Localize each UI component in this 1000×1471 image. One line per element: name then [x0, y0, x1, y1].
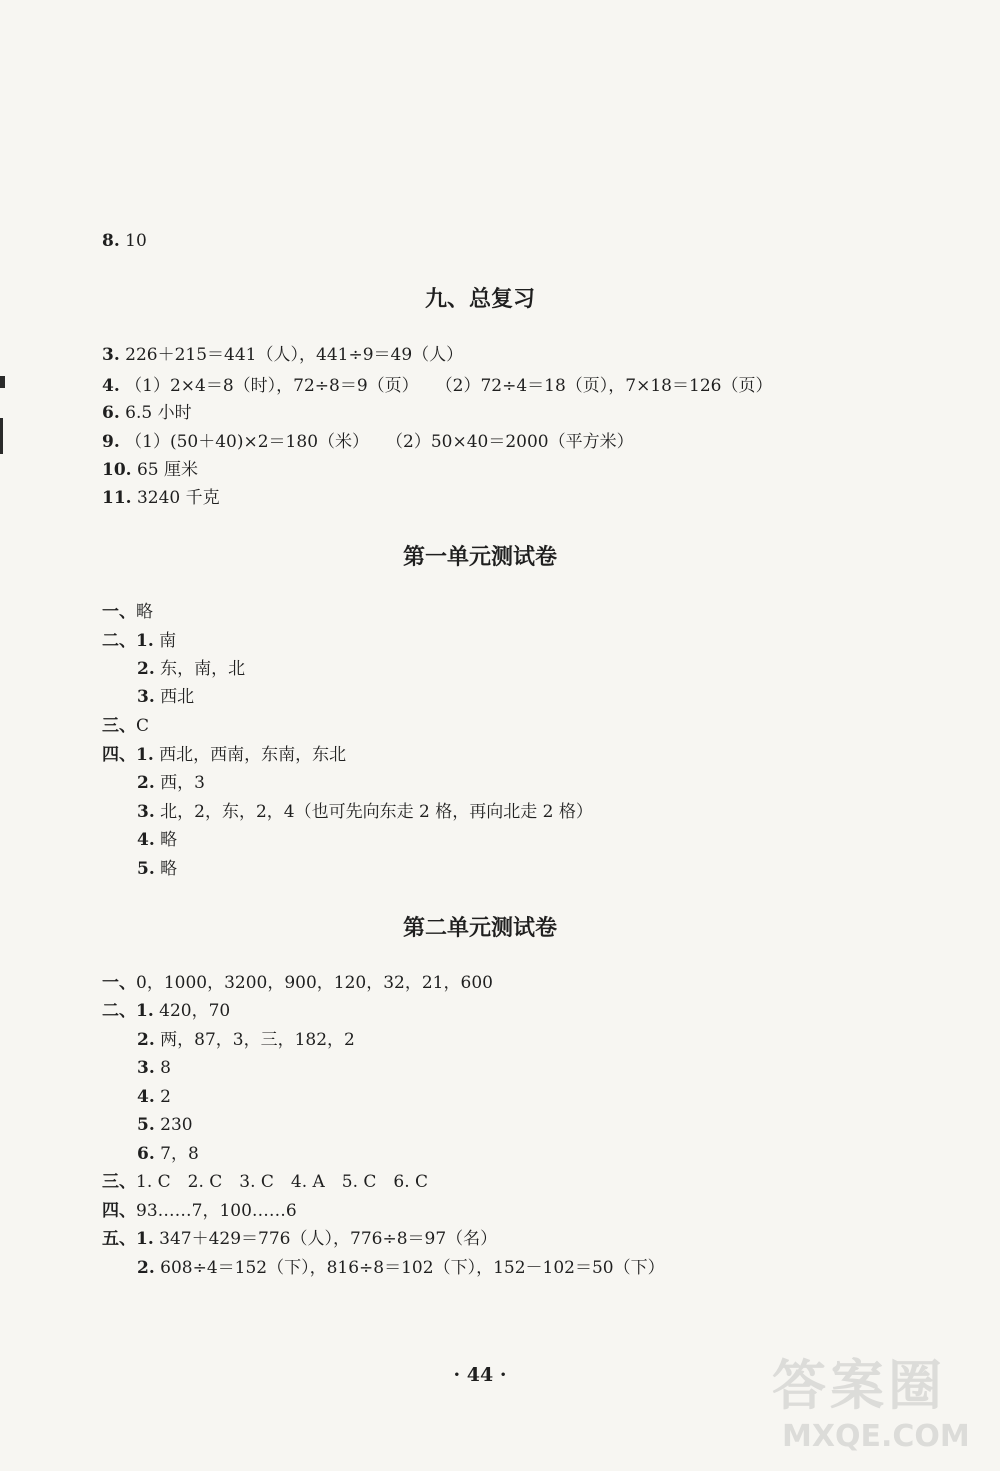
answer-line: 4. （1）2×4＝8（时），72÷8＝9（页） （2）72÷4＝18（页），7×18＝126（页） — [102, 376, 773, 396]
answer-line: 五、1. 347＋429＝776（人），776÷8＝97（名） — [102, 1229, 498, 1249]
answer-line: 3. 北，2，东，2，4（也可先向东走 2 格，再向北走 2 格） — [137, 802, 593, 822]
answer-line: 三、C — [102, 716, 150, 736]
answer-line: 8. 10 — [102, 231, 147, 251]
answer-line: 5. 230 — [137, 1115, 193, 1135]
section-title: 第二单元测试卷 — [402, 916, 557, 941]
page-number: · 44 · — [453, 1364, 507, 1386]
answer-line: 二、1. 420，70 — [102, 1001, 231, 1021]
answer-line: 9. （1）(50＋40)×2＝180（米） （2）50×40＝2000（平方米） — [102, 432, 634, 452]
answer-line: 二、1. 南 — [102, 631, 177, 651]
watermark-url: MXQE.COM — [782, 1419, 970, 1454]
answer-line: 一、0，1000，3200，900，120，32，21，600 — [102, 973, 493, 993]
answer-line: 四、93……7，100……6 — [102, 1201, 297, 1221]
answer-line: 3. 226＋215＝441（人），441÷9＝49（人） — [102, 345, 464, 365]
answer-line: 6. 6.5 小时 — [102, 403, 192, 423]
section-title: 九、总复习 — [424, 287, 535, 312]
watermark — [732, 1343, 982, 1463]
answer-line: 一、略 — [102, 602, 153, 622]
scan-edge-mark — [0, 418, 3, 454]
watermark-logo: 答案圈 — [772, 1354, 946, 1417]
answer-line: 6. 7，8 — [137, 1144, 199, 1164]
section-title: 第一单元测试卷 — [402, 545, 557, 570]
answer-line: 4. 2 — [137, 1087, 171, 1107]
answer-line: 11. 3240 千克 — [102, 488, 220, 508]
answer-line: 2. 西，3 — [137, 773, 205, 793]
answer-line: 四、1. 西北，西南，东南，东北 — [102, 745, 347, 765]
answer-line: 3. 西北 — [137, 687, 195, 707]
answer-line: 5. 略 — [137, 859, 178, 879]
answer-line: 2. 两，87，3，三，182，2 — [137, 1030, 355, 1050]
answer-line: 4. 略 — [137, 830, 178, 850]
answer-line: 2. 608÷4＝152（下），816÷8＝102（下），152－102＝50（下） — [137, 1258, 665, 1278]
answer-line: 2. 东，南，北 — [137, 659, 246, 679]
answer-line: 3. 8 — [137, 1058, 171, 1078]
answer-line: 10. 65 厘米 — [102, 460, 199, 480]
scan-edge-mark — [0, 376, 5, 388]
answer-line: 三、1. C 2. C 3. C 4. A 5. C 6. C — [102, 1172, 429, 1192]
